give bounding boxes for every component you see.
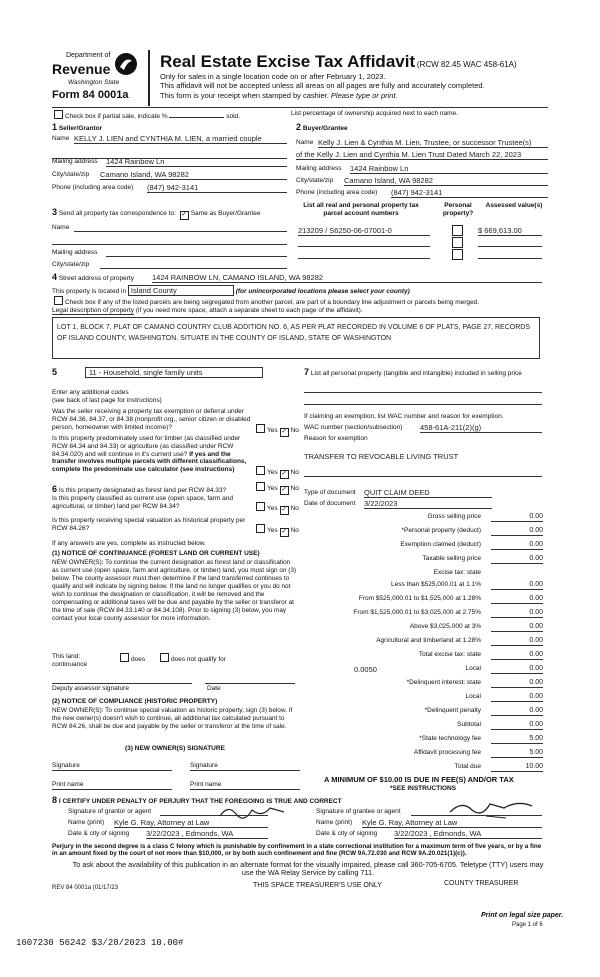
segregated-checkbox[interactable]: Check box if any of the listed parcels are being segregated from another parcel, are part of a boundary line adjustment or parcels being merged. — [52, 296, 479, 307]
calc-row: Agricultural and timberland at 1.28% 0.00 — [310, 637, 543, 648]
calc-row: Above $3,025,000 at 3% 0.00 — [310, 623, 543, 634]
calc-row: Excise tax: state — [433, 569, 481, 576]
deputy-date-label: Date — [207, 685, 221, 692]
calc-row: Less than $525,000.01 at 1.1% 0.00 — [310, 581, 543, 592]
sec6-q3: Is this property receiving special valuation as historical property per RCW 84.26? — [52, 517, 246, 532]
correspondence-heading: 3 Send all property tax correspondence to: ✓ Same as Buyer/Grantee — [52, 207, 261, 218]
grantor-name-field[interactable]: Name (print) Kyle G. Ray, Attorney at Law — [68, 819, 268, 827]
calc-row: Total excise tax: state 0.00 — [310, 651, 543, 662]
sec6-q2-answer[interactable]: Yes ✓ No — [254, 502, 299, 515]
seller-city-field[interactable]: City/state/zip Camano Island, WA 98282 — [52, 171, 287, 179]
form-revision: REV 84 0001a (01/17/23 — [52, 885, 119, 891]
owner-signature-2[interactable]: Signature — [190, 762, 300, 771]
sec5-q2-answer[interactable]: Yes ✓ No — [254, 466, 299, 479]
owner-print-2[interactable]: Print name — [190, 781, 300, 790]
calc-row: Local 0.00 — [310, 693, 543, 704]
checkbox-icon — [54, 296, 63, 305]
assessed-value[interactable]: $ 669,613.00 — [478, 226, 542, 236]
street-address-field[interactable]: 4 Street address of property 1424 RAINBOW LN, CAMANO ISLAND, WA 98282 — [52, 272, 542, 283]
buyer-name-field[interactable]: Name Kelly J. Lien & Cynthia M. Lien, Trustee, or successor Trustee(s) of the Kelly J. Lien and Cynthia M. Lien Trust Dated March 22, 2023 — [296, 139, 548, 160]
calc-row: 0.0050 Local 0.00 — [354, 665, 543, 674]
grantee-signature-icon — [446, 796, 536, 820]
checked-checkbox-icon[interactable]: ✓ — [181, 211, 188, 218]
county-field[interactable]: This property is located in Island County (for unincorporated locations please select your county) — [52, 286, 410, 295]
buyer-city-field[interactable]: City/state/zip Camano Island, WA 98282 — [296, 177, 548, 185]
notice-continuance-heading: (1) NOTICE OF CONTINUANCE (FOREST LAND OR CURRENT USE) — [52, 550, 260, 557]
ownership-note: List percentage of ownership acquired next to each name. — [291, 110, 458, 117]
sec6-q2: Is this property classified as current use (open space, farm and agricultural, or timber) land per RCW 84.34? — [52, 495, 234, 510]
personal-col-header: Personal property? — [442, 202, 474, 217]
recording-stamp: 1607230 56242 $3/28/2023 10.00# — [16, 938, 184, 948]
calc-row: Exemption claimed (deduct) 0.00 — [310, 541, 543, 552]
notice-compliance-text: NEW OWNER(S): To continue special valuation as historic property, sign (3) below. If the new owner(s) doesn't wish to continue, all additional tax calculated pursuant to RCW 84.26, shall be due and payable by the seller or transferor at the time of sale. — [52, 707, 293, 730]
treasurer-space-label: THIS SPACE TREASURER'S USE ONLY — [253, 882, 382, 889]
exemption-question: If claiming an exemption, list WAC number and reason for exemption. — [304, 413, 504, 420]
sec5-q2: Is this property predominately used for timber (as classified under RCW 84.34 and 84.33) or agriculture (as classified under RCW 84.34.020) and will continue in it's current use? If yes and the transfer involves multiple parcels with different classifications, complete the predominate use calculator (see instructions) — [52, 435, 247, 474]
calc-row: From $525,000.01 to $1,525,000 at 1.28% 0.00 — [310, 595, 543, 606]
grantee-name-field[interactable]: Name (print) Kyle G. Ray, Attorney at Law — [316, 819, 542, 827]
correspondence-city-field[interactable]: City/state/zip — [52, 261, 287, 269]
checkbox-icon — [54, 110, 63, 119]
calc-row: *Delinquent interest: state 0.00 — [310, 679, 543, 690]
minimum-due-note: A MINIMUM OF $10.00 IS DUE IN FEE(S) AND/OR TAX — [324, 775, 514, 784]
legal-description-box[interactable]: LOT 1, BLOCK 7, PLAT OF CAMANO COUNTRY CLUB ADDITION NO. 6, AS PER PLAT RECORDED IN VOLUME 6 OF PLATS, PAGE 27, RECORDS OF ISLAND COUNTY, WASHINGTON. SITUATE IN THE COUNTY OF ISLAND, STATE OF WASHINGTON — [52, 317, 540, 359]
owner-print-1[interactable]: Print name — [52, 781, 172, 790]
notice-continuance-text: NEW OWNER(S): To continue the current designation as forest land or classification as current use (open space, farm and agriculture, or timber) land, you must sign on (3) below. The county assessor must then determine if the land transferred continues to qualify and will indicate by signing below. If the land no longer qualifies or you do not wish to continue the designation or classification, it will be removed and the compensating or additional taxes will be due and payable by the seller or transferor at the time of sale (RCW 84.33.140 or 84.34.108). Prior to signing (3) below, you may contact your local county assessor for more information. — [52, 559, 297, 622]
does-checkbox[interactable]: does — [118, 653, 145, 664]
sec6-q1: 6 Is this property designated as forest land per RCW 84.33? — [52, 484, 227, 494]
seller-name-field[interactable]: Name KELLY J. LIEN and CYNTHIA M. LIEN, a married couple — [52, 135, 287, 143]
correspondence-mail-field[interactable]: Mailing address — [52, 249, 287, 257]
accessibility-notice: To ask about the availability of this publication in an alternate format for the visually impaired, please call 360-705-6705. Teletype (TTY) users may use the WA Relay Service by calling 711. — [72, 860, 544, 878]
dept-state: Washington State — [68, 79, 120, 86]
personal-property-checkbox[interactable] — [452, 249, 463, 260]
grantor-signature-field[interactable]: Signature of grantor or agent — [68, 808, 268, 816]
reason-label: Reason for exemption — [304, 435, 368, 442]
partial-sale-checkbox[interactable]: Check box if partial sale, indicate % sold. — [52, 110, 240, 121]
calc-row: Gross selling price 0.00 — [310, 513, 543, 524]
see-instructions-note: *SEE INSTRUCTIONS — [390, 785, 457, 792]
sec6-q1-answer[interactable]: Yes ✓ No — [254, 482, 299, 495]
parcel-col-header: List all real and personal property tax parcel account numbers — [303, 202, 419, 217]
form-title: Real Estate Excise Tax Affidavit (RCW 82.45 WAC 458-61A) — [160, 52, 517, 71]
buyer-phone-field[interactable]: Phone (including area code) (847) 942-3141 — [296, 189, 548, 197]
seller-mail-field[interactable]: Mailing address 1424 Rainbow Ln — [52, 158, 287, 166]
legal-description-label: Legal description of property (if you need more space, attach a separate sheet to each page of the affidavit). — [52, 307, 363, 314]
seller-phone-field[interactable]: Phone (including area code) (847) 942-3141 — [52, 184, 287, 192]
header-instructions: Only for sales in a single location code on or after February 1, 2023. This affidavit will not be accepted unless all areas on all pages are fully and accurately completed. This form is your receipt when stamped by cashier. Please type or print. — [160, 72, 485, 100]
new-owner-signature-heading: (3) NEW OWNER(S) SIGNATURE — [125, 745, 225, 752]
buyer-mail-field[interactable]: Mailing address 1424 Rainbow Ln — [296, 165, 548, 173]
assessed-col-header: Assessed value(s) — [485, 202, 543, 209]
document-type-field[interactable]: Type of document QUIT CLAIM DEED — [304, 489, 542, 497]
seller-heading: 1 Seller/Grantor — [52, 122, 103, 132]
form-number: Form 84 0001a — [52, 89, 129, 101]
calc-row: Affidavit processing fee 5.00 — [310, 749, 543, 760]
buyer-heading: 2 Buyer/Grantee — [296, 122, 348, 132]
certify-statement: 8 I CERTIFY UNDER PENALTY OF PERJURY THAT THE FOREGOING IS TRUE AND CORRECT — [52, 795, 342, 805]
calc-row: Taxable selling price 0.00 — [310, 555, 543, 566]
grantee-date-field[interactable]: Date & city of signing 3/22/2023 , Edmonds, WA — [316, 830, 542, 838]
calc-row: *Delinquent penalty 0.00 — [310, 707, 543, 718]
calc-row: *Personal property (deduct) 0.00 — [310, 527, 543, 538]
sec6-q3-answer[interactable]: Yes ✓ No — [254, 524, 299, 537]
page-number: Page 1 of 6 — [512, 922, 543, 928]
personal-property-question: 7 List all personal property (tangible and intangible) included in selling price — [304, 367, 522, 377]
perjury-notice: Perjury in the second degree is a class C felony which is punishable by confinement in a state correctional institution for a maximum term of five years, or by a fine in an amount fixed by the court of not more than $10,000, or by both such confinement and fine (RCW 9A.72.030 and RCW 9A.20.021(1)(c)). — [52, 843, 542, 858]
sec5-q1: Was the seller receiving a property tax exemption or deferral under RCW 84.36, 84.37, or 84.38 (nonprofit org., senior citizen or disabled person, homeowner with limited income)? — [52, 408, 251, 431]
this-land-label: This land: continuance — [52, 653, 88, 668]
notice-compliance-heading: (2) NOTICE OF COMPLIANCE (HISTORIC PROPERTY) — [52, 698, 218, 705]
parcel-number[interactable]: 213209 / S6250-06-07001-0 — [298, 226, 430, 236]
legal-size-note: Print on legal size paper. — [481, 912, 564, 919]
document-date-field[interactable]: Date of document 3/22/2023 — [304, 500, 542, 508]
sec5-q1-answer[interactable]: Yes ✓ No — [254, 424, 299, 437]
owner-signature-1[interactable]: Signature — [52, 762, 172, 771]
calc-row: *State technology fee 5.00 — [310, 735, 543, 746]
revenue-logo-icon — [114, 52, 138, 76]
any-yes-note: If any answers are yes, complete as instructed below. — [52, 540, 206, 547]
dept-line: Department of — [66, 52, 111, 59]
reason-value[interactable]: TRANSFER TO REVOCABLE LIVING TRUST — [304, 452, 459, 461]
local-rate: 0.0050 — [354, 665, 377, 674]
grantee-signature-field[interactable]: Signature of grantee or agent — [316, 808, 542, 816]
personal-property-checkbox[interactable] — [452, 225, 463, 236]
land-use-code[interactable]: 5 11 - Household, single family units — [52, 367, 263, 378]
grantor-date-field[interactable]: Date & city of signing 3/22/2023 , Edmonds, WA — [68, 830, 268, 838]
calc-row: Subtotal 0.00 — [310, 721, 543, 732]
calc-row: From $1,525,000.01 to $3,025,000 at 2.75% 0.00 — [310, 609, 543, 620]
correspondence-name-field[interactable]: Name — [52, 224, 287, 232]
does-not-checkbox[interactable]: does not qualify for — [158, 653, 226, 664]
calc-row: Total due 10.00 — [310, 763, 543, 774]
deputy-signature-label: Deputy assessor signature — [52, 685, 129, 692]
wac-number-field[interactable]: WAC number (section/subsection) 458-61A-211(2)(g) — [304, 424, 542, 432]
additional-codes-label: Enter any additional codes (see back of last page for instructions) — [52, 389, 162, 404]
dept-name: Revenue — [52, 61, 111, 77]
personal-property-checkbox[interactable] — [452, 237, 463, 248]
county-treasurer-label: COUNTY TREASURER — [444, 880, 519, 887]
